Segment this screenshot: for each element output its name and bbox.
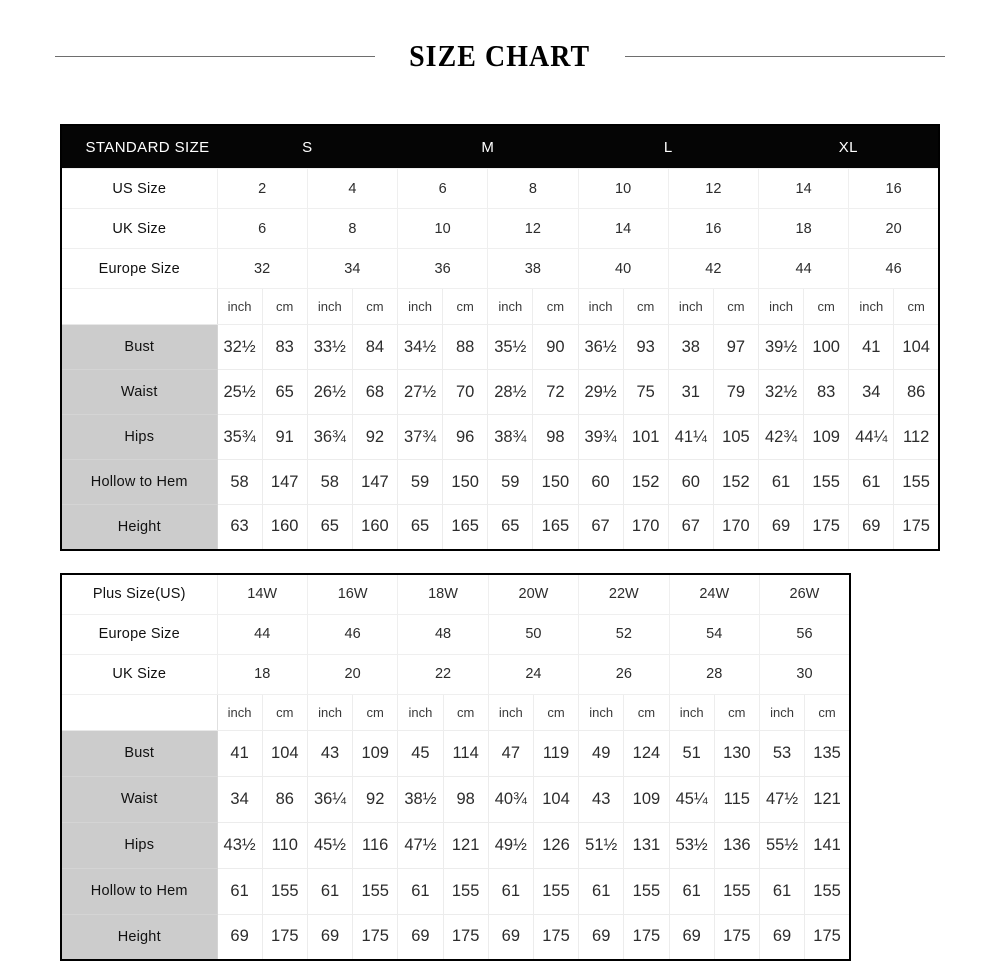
- unit-header: cm: [353, 694, 398, 730]
- measurement-value: 39¾: [578, 415, 623, 460]
- measurement-value: 165: [443, 505, 488, 550]
- measurement-value: 69: [759, 914, 804, 960]
- measurement-value: 53: [759, 730, 804, 776]
- measurement-value: 29½: [578, 370, 623, 415]
- measurement-value: 69: [217, 914, 262, 960]
- size-value: 18W: [398, 574, 488, 614]
- size-value: 46: [307, 614, 397, 654]
- unit-header: cm: [714, 694, 759, 730]
- measurement-value: 175: [805, 914, 850, 960]
- measurement-value: 104: [262, 730, 307, 776]
- measurement-value: 34: [217, 776, 262, 822]
- table-row: [61, 822, 850, 868]
- measurement-value: 65: [307, 505, 352, 550]
- measurement-value: 69: [849, 505, 894, 550]
- measurement-value: 61: [759, 460, 804, 505]
- measurement-value: 35½: [488, 325, 533, 370]
- measurement-value: 43: [579, 776, 624, 822]
- plus-size-table: [60, 573, 851, 961]
- size-value: 16: [849, 169, 939, 209]
- measurement-value: 79: [713, 370, 758, 415]
- size-value: 20W: [488, 574, 578, 614]
- measurement-value: 45: [398, 730, 443, 776]
- measurement-value: 65: [262, 370, 307, 415]
- measurement-value: 98: [443, 776, 488, 822]
- measurement-value: 141: [805, 822, 850, 868]
- unit-header: cm: [713, 289, 758, 325]
- table-row: [61, 914, 850, 960]
- table-row: [61, 370, 939, 415]
- measurement-value: 83: [262, 325, 307, 370]
- size-group-s: S: [217, 125, 398, 169]
- measurement-value: 72: [533, 370, 578, 415]
- measurement-value: 104: [894, 325, 939, 370]
- size-value: 18: [759, 209, 849, 249]
- measurement-value: 84: [352, 325, 397, 370]
- table-row: [61, 776, 850, 822]
- unit-header: inch: [217, 694, 262, 730]
- size-value: 16W: [307, 574, 397, 614]
- measurement-value: 147: [262, 460, 307, 505]
- measurement-value: 41¼: [668, 415, 713, 460]
- measurement-value: 160: [262, 505, 307, 550]
- measurement-value: 43½: [217, 822, 262, 868]
- measurement-value: 65: [488, 505, 533, 550]
- measurement-value: 155: [533, 868, 578, 914]
- measurement-value: 61: [398, 868, 443, 914]
- measurement-value: 35¾: [217, 415, 262, 460]
- row-label: Plus Size(US): [61, 574, 217, 614]
- measurement-value: 58: [307, 460, 352, 505]
- size-value: 46: [849, 249, 939, 289]
- measurement-value: 175: [262, 914, 307, 960]
- page-title-bar: [0, 38, 1000, 74]
- unit-header-row: [61, 694, 850, 730]
- measurement-value: 91: [262, 415, 307, 460]
- measurement-value: 65: [398, 505, 443, 550]
- measurement-value: 155: [624, 868, 669, 914]
- unit-header: cm: [533, 694, 578, 730]
- size-value: 14: [578, 209, 668, 249]
- measurement-value: 61: [488, 868, 533, 914]
- size-value: 22: [398, 654, 488, 694]
- table-row: [61, 614, 850, 654]
- measurement-value: 26½: [307, 370, 352, 415]
- measurement-value: 155: [804, 460, 849, 505]
- measurement-value: 100: [804, 325, 849, 370]
- measurement-value: 38¾: [488, 415, 533, 460]
- measurement-value: 53½: [669, 822, 714, 868]
- measurement-value: 175: [804, 505, 849, 550]
- measurement-value: 170: [623, 505, 668, 550]
- measurement-value: 160: [352, 505, 397, 550]
- measurement-value: 105: [713, 415, 758, 460]
- size-value: 56: [759, 614, 850, 654]
- measurement-value: 104: [533, 776, 578, 822]
- measurement-value: 47½: [398, 822, 443, 868]
- unit-header: inch: [668, 289, 713, 325]
- unit-header: cm: [623, 289, 668, 325]
- measurement-value: 121: [443, 822, 488, 868]
- row-label: Europe Size: [61, 614, 217, 654]
- size-value: 8: [307, 209, 397, 249]
- table-row: [61, 460, 939, 505]
- measurement-value: 44¼: [849, 415, 894, 460]
- unit-header: inch: [307, 694, 352, 730]
- row-label: Hips: [61, 415, 217, 460]
- measurement-value: 51: [669, 730, 714, 776]
- size-value: 42: [668, 249, 758, 289]
- measurement-value: 109: [804, 415, 849, 460]
- size-value: 8: [488, 169, 578, 209]
- size-value: 24W: [669, 574, 759, 614]
- measurement-value: 83: [804, 370, 849, 415]
- table-row: [61, 325, 939, 370]
- table-row: [61, 868, 850, 914]
- size-value: 28: [669, 654, 759, 694]
- row-label-blank: [61, 694, 217, 730]
- measurement-value: 112: [894, 415, 939, 460]
- measurement-value: 92: [352, 415, 397, 460]
- measurement-value: 47: [488, 730, 533, 776]
- measurement-value: 32½: [217, 325, 262, 370]
- unit-header: cm: [804, 289, 849, 325]
- measurement-value: 61: [849, 460, 894, 505]
- measurement-value: 165: [533, 505, 578, 550]
- standard-banner-label: STANDARD SIZE: [61, 125, 217, 169]
- measurement-value: 119: [533, 730, 578, 776]
- measurement-value: 109: [624, 776, 669, 822]
- measurement-value: 39½: [759, 325, 804, 370]
- table-row: [61, 574, 850, 614]
- size-value: 12: [668, 169, 758, 209]
- size-group-m: M: [398, 125, 579, 169]
- measurement-value: 43: [307, 730, 352, 776]
- measurement-value: 27½: [398, 370, 443, 415]
- standard-banner-row: [61, 125, 939, 169]
- size-value: 36: [398, 249, 488, 289]
- size-value: 30: [759, 654, 850, 694]
- row-label: Hollow to Hem: [61, 460, 217, 505]
- unit-header: cm: [262, 694, 307, 730]
- unit-header: cm: [443, 289, 488, 325]
- measurement-value: 69: [488, 914, 533, 960]
- standard-size-table: [60, 124, 940, 551]
- measurement-value: 131: [624, 822, 669, 868]
- measurement-value: 55½: [759, 822, 804, 868]
- size-value: 20: [307, 654, 397, 694]
- row-label: UK Size: [61, 654, 217, 694]
- measurement-value: 93: [623, 325, 668, 370]
- measurement-value: 97: [713, 325, 758, 370]
- unit-header: cm: [894, 289, 939, 325]
- measurement-value: 36¾: [307, 415, 352, 460]
- table-row: [61, 415, 939, 460]
- measurement-value: 49½: [488, 822, 533, 868]
- measurement-value: 126: [533, 822, 578, 868]
- measurement-value: 41: [849, 325, 894, 370]
- measurement-value: 59: [488, 460, 533, 505]
- row-label: Bust: [61, 730, 217, 776]
- unit-header: inch: [669, 694, 714, 730]
- measurement-value: 69: [669, 914, 714, 960]
- size-value: 4: [307, 169, 397, 209]
- measurement-value: 60: [668, 460, 713, 505]
- measurement-value: 33½: [307, 325, 352, 370]
- measurement-value: 61: [669, 868, 714, 914]
- measurement-value: 121: [805, 776, 850, 822]
- table-row: [61, 730, 850, 776]
- size-value: 50: [488, 614, 578, 654]
- measurement-value: 175: [353, 914, 398, 960]
- measurement-value: 61: [307, 868, 352, 914]
- size-value: 44: [217, 614, 307, 654]
- measurement-value: 152: [623, 460, 668, 505]
- row-label: Hips: [61, 822, 217, 868]
- size-value: 2: [217, 169, 307, 209]
- measurement-value: 92: [353, 776, 398, 822]
- measurement-value: 124: [624, 730, 669, 776]
- measurement-value: 61: [579, 868, 624, 914]
- measurement-value: 47½: [759, 776, 804, 822]
- page-title: SIZE CHART: [409, 38, 591, 73]
- measurement-value: 86: [262, 776, 307, 822]
- title-rule-right: [625, 56, 945, 57]
- measurement-value: 130: [714, 730, 759, 776]
- measurement-value: 38½: [398, 776, 443, 822]
- size-value: 20: [849, 209, 939, 249]
- measurement-value: 88: [443, 325, 488, 370]
- table-row: [61, 505, 939, 550]
- measurement-value: 45½: [307, 822, 352, 868]
- measurement-value: 175: [894, 505, 939, 550]
- unit-header: inch: [488, 289, 533, 325]
- measurement-value: 135: [805, 730, 850, 776]
- measurement-value: 136: [714, 822, 759, 868]
- unit-header: inch: [307, 289, 352, 325]
- measurement-value: 34½: [398, 325, 443, 370]
- measurement-value: 101: [623, 415, 668, 460]
- measurement-value: 38: [668, 325, 713, 370]
- size-value: 6: [217, 209, 307, 249]
- measurement-value: 32½: [759, 370, 804, 415]
- table-row: [61, 169, 939, 209]
- size-value: 26W: [759, 574, 850, 614]
- unit-header: cm: [805, 694, 850, 730]
- measurement-value: 175: [443, 914, 488, 960]
- size-value: 12: [488, 209, 578, 249]
- measurement-value: 42¾: [759, 415, 804, 460]
- unit-header: cm: [533, 289, 578, 325]
- size-value: 10: [398, 209, 488, 249]
- row-label: Height: [61, 914, 217, 960]
- unit-header: cm: [262, 289, 307, 325]
- measurement-value: 61: [217, 868, 262, 914]
- table-row: [61, 209, 939, 249]
- measurement-value: 34: [849, 370, 894, 415]
- measurement-value: 114: [443, 730, 488, 776]
- measurement-value: 155: [353, 868, 398, 914]
- measurement-value: 60: [578, 460, 623, 505]
- size-group-l: L: [578, 125, 759, 169]
- measurement-value: 67: [668, 505, 713, 550]
- measurement-value: 69: [307, 914, 352, 960]
- measurement-value: 67: [578, 505, 623, 550]
- measurement-value: 170: [713, 505, 758, 550]
- row-label: Waist: [61, 370, 217, 415]
- measurement-value: 147: [352, 460, 397, 505]
- measurement-value: 49: [579, 730, 624, 776]
- measurement-value: 155: [894, 460, 939, 505]
- size-value: 10: [578, 169, 668, 209]
- unit-header: cm: [624, 694, 669, 730]
- table-row: [61, 249, 939, 289]
- measurement-value: 68: [352, 370, 397, 415]
- measurement-value: 152: [713, 460, 758, 505]
- measurement-value: 110: [262, 822, 307, 868]
- size-value: 22W: [579, 574, 669, 614]
- size-value: 44: [759, 249, 849, 289]
- size-value: 16: [668, 209, 758, 249]
- measurement-value: 116: [353, 822, 398, 868]
- measurement-value: 37¾: [398, 415, 443, 460]
- measurement-value: 175: [624, 914, 669, 960]
- size-value: 14W: [217, 574, 307, 614]
- measurement-value: 45¼: [669, 776, 714, 822]
- measurement-value: 155: [443, 868, 488, 914]
- size-value: 32: [217, 249, 307, 289]
- measurement-value: 63: [217, 505, 262, 550]
- measurement-value: 175: [714, 914, 759, 960]
- size-value: 52: [579, 614, 669, 654]
- measurement-value: 36¼: [307, 776, 352, 822]
- measurement-value: 25½: [217, 370, 262, 415]
- unit-header: inch: [578, 289, 623, 325]
- measurement-value: 90: [533, 325, 578, 370]
- size-value: 48: [398, 614, 488, 654]
- unit-header: inch: [579, 694, 624, 730]
- size-value: 40: [578, 249, 668, 289]
- measurement-value: 40¾: [488, 776, 533, 822]
- row-label: US Size: [61, 169, 217, 209]
- measurement-value: 75: [623, 370, 668, 415]
- row-label: Waist: [61, 776, 217, 822]
- size-value: 26: [579, 654, 669, 694]
- measurement-value: 155: [262, 868, 307, 914]
- measurement-value: 115: [714, 776, 759, 822]
- unit-header: cm: [443, 694, 488, 730]
- row-label: Height: [61, 505, 217, 550]
- measurement-value: 69: [579, 914, 624, 960]
- unit-header: cm: [352, 289, 397, 325]
- size-value: 6: [398, 169, 488, 209]
- measurement-value: 109: [353, 730, 398, 776]
- size-value: 24: [488, 654, 578, 694]
- size-value: 38: [488, 249, 578, 289]
- measurement-value: 155: [805, 868, 850, 914]
- row-label: Bust: [61, 325, 217, 370]
- unit-header: inch: [217, 289, 262, 325]
- unit-header: inch: [759, 289, 804, 325]
- measurement-value: 41: [217, 730, 262, 776]
- measurement-value: 61: [759, 868, 804, 914]
- unit-header-row: [61, 289, 939, 325]
- size-value: 34: [307, 249, 397, 289]
- measurement-value: 58: [217, 460, 262, 505]
- row-label-blank: [61, 289, 217, 325]
- measurement-value: 150: [533, 460, 578, 505]
- table-row: [61, 654, 850, 694]
- size-value: 18: [217, 654, 307, 694]
- unit-header: inch: [398, 694, 443, 730]
- size-value: 54: [669, 614, 759, 654]
- row-label: UK Size: [61, 209, 217, 249]
- unit-header: inch: [488, 694, 533, 730]
- row-label: Hollow to Hem: [61, 868, 217, 914]
- measurement-value: 155: [714, 868, 759, 914]
- measurement-value: 96: [443, 415, 488, 460]
- measurement-value: 59: [398, 460, 443, 505]
- measurement-value: 86: [894, 370, 939, 415]
- unit-header: inch: [759, 694, 804, 730]
- size-group-xl: XL: [759, 125, 940, 169]
- row-label: Europe Size: [61, 249, 217, 289]
- measurement-value: 28½: [488, 370, 533, 415]
- measurement-value: 175: [533, 914, 578, 960]
- measurement-value: 70: [443, 370, 488, 415]
- measurement-value: 69: [759, 505, 804, 550]
- measurement-value: 69: [398, 914, 443, 960]
- size-value: 14: [759, 169, 849, 209]
- unit-header: inch: [849, 289, 894, 325]
- measurement-value: 36½: [578, 325, 623, 370]
- unit-header: inch: [398, 289, 443, 325]
- measurement-value: 98: [533, 415, 578, 460]
- measurement-value: 150: [443, 460, 488, 505]
- measurement-value: 31: [668, 370, 713, 415]
- title-rule-left: [55, 56, 375, 57]
- measurement-value: 51½: [579, 822, 624, 868]
